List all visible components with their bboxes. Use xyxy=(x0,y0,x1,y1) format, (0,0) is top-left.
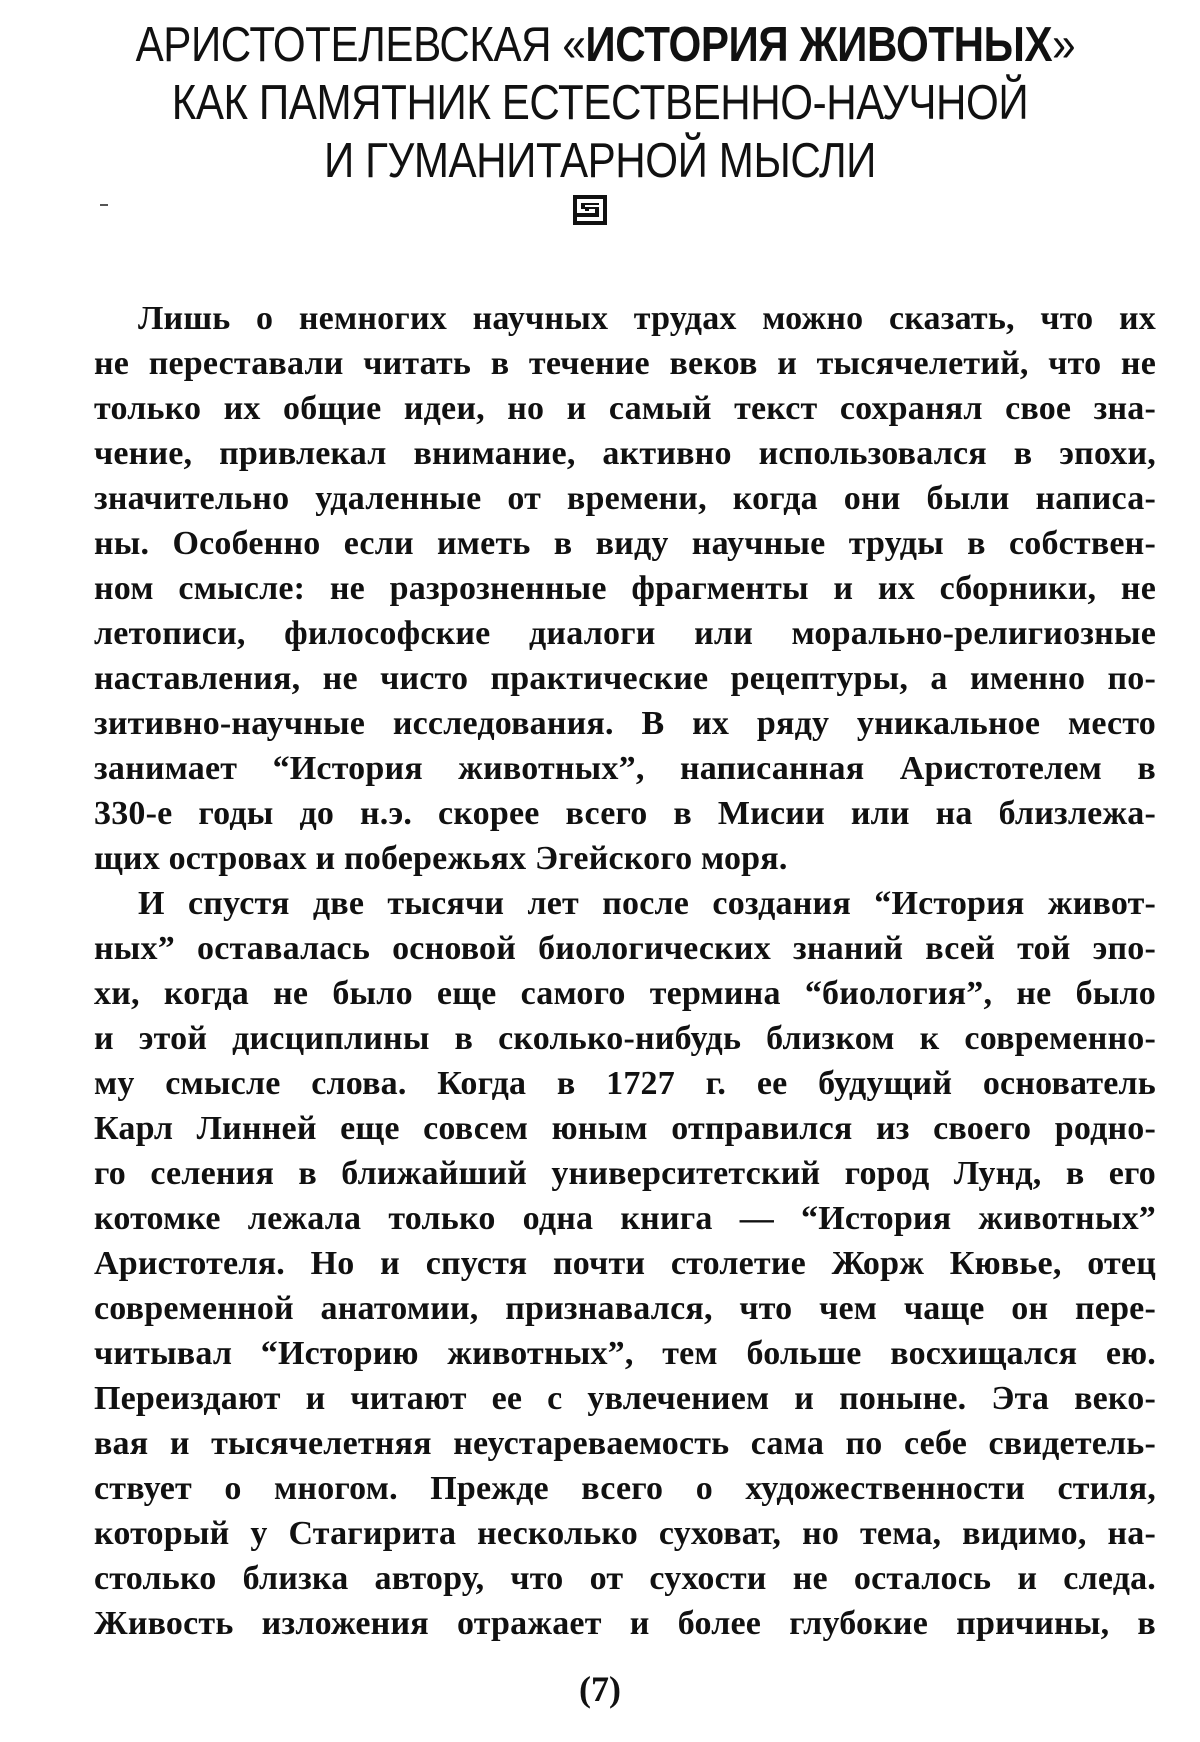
text-line: зитивно-научные исследования. В их ряду уникальное место xyxy=(94,705,1156,742)
title-line-1: АРИСТОТЕЛЕВСКАЯ «ИСТОРИЯ ЖИВОТНЫХ» xyxy=(135,18,1076,72)
paragraph-2 xyxy=(48,881,1156,1646)
body-text xyxy=(48,296,1156,1646)
title-emphasis: ИСТОРИЯ ЖИВОТНЫХ xyxy=(585,18,1053,72)
text-line: Переиздают и читают ее с увлечением и поныне. Эта веко- xyxy=(94,1380,1156,1417)
page-number: (7) xyxy=(579,1669,621,1709)
text-line: наставления, не чисто практические рецептуры, а именно по- xyxy=(94,660,1156,697)
text-line: читывал “Историю животных”, тем больше восхищался ею. xyxy=(94,1335,1156,1372)
text-line: не переставали читать в течение веков и тысячелетий, что не xyxy=(94,345,1156,382)
text-line: го селения в ближайший университетский город Лунд, в его xyxy=(94,1155,1156,1192)
text-line: летописи, философские диалоги или морально-религиозные xyxy=(94,615,1156,652)
text-line: Карл Линней еще совсем юным отправился из своего родно- xyxy=(94,1110,1156,1147)
chapter-title xyxy=(135,16,1076,190)
text-line: котомке лежала только одна книга — “История животных” xyxy=(94,1200,1156,1237)
greek-key-ornament-icon xyxy=(573,195,607,225)
text-line: ны. Особенно если иметь в виду научные труды в собствен- xyxy=(94,525,1156,562)
print-speck xyxy=(100,204,108,206)
text-line: который у Стагирита несколько суховат, но тема, видимо, на- xyxy=(94,1515,1156,1552)
text-line: ных” оставалась основой биологических знаний всей той эпо- xyxy=(94,930,1156,967)
text-line: занимает “История животных”, написанная Аристотелем в xyxy=(94,750,1156,787)
text-line: значительно удаленные от времени, когда они были написа- xyxy=(94,480,1156,517)
text-line: столько близка автору, что от сухости не осталось и следа. xyxy=(94,1560,1156,1597)
text-line: ствует о многом. Прежде всего о художественности стиля, xyxy=(94,1470,1156,1507)
text-line: му смысле слова. Когда в 1727 г. ее будущий основатель xyxy=(94,1065,1156,1102)
text-line: чение, привлекал внимание, активно использовался в эпохи, xyxy=(94,435,1156,472)
text-line: современной анатомии, признавался, что чем чаще он пере- xyxy=(94,1290,1156,1327)
paragraph-1 xyxy=(48,296,1156,881)
text-line: ном смысле: не разрозненные фрагменты и их сборники, не xyxy=(94,570,1156,607)
text-line: и этой дисциплины в сколько-нибудь близком к современно- xyxy=(94,1020,1156,1057)
text-line: хи, когда не было еще самого термина “биология”, не было xyxy=(94,975,1156,1012)
text-line: Аристотеля. Но и спустя почти столетие Жорж Кювье, отец xyxy=(94,1245,1156,1282)
text-line: щих островах и побережьях Эгейского моря. xyxy=(94,840,788,877)
text-line: Лишь о немногих научных трудах можно сказать, что их xyxy=(138,300,1156,337)
text-line: 330-е годы до н.э. скорее всего в Мисии или на близлежа- xyxy=(94,795,1156,832)
text-line: И спустя две тысячи лет после создания “История живот- xyxy=(138,885,1156,922)
text-line: только их общие идеи, но и самый текст сохранял свое зна- xyxy=(94,390,1156,427)
text-line: Живость изложения отражает и более глубокие причины, в xyxy=(94,1605,1156,1642)
text-line: вая и тысячелетняя неустареваемость сама по себе свидетель- xyxy=(94,1425,1156,1462)
title-line-2: КАК ПАМЯТНИК ЕСТЕСТВЕННО-НАУЧНОЙ xyxy=(171,76,1029,130)
title-line-3: И ГУМАНИТАРНОЙ МЫСЛИ xyxy=(323,134,877,188)
